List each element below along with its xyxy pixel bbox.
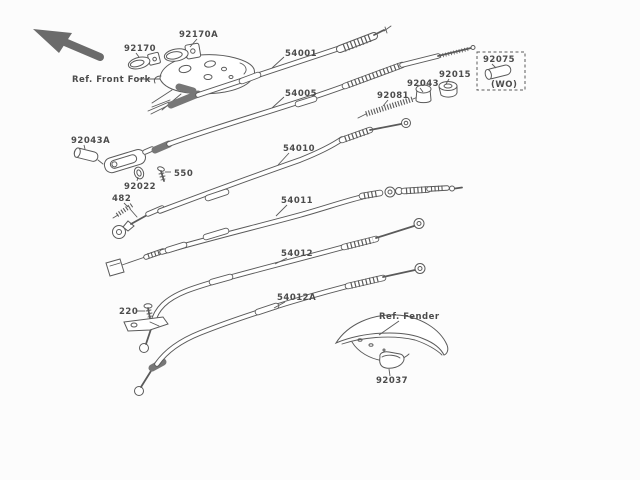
part-label-550: 550: [174, 169, 194, 179]
pin-92043a: [73, 147, 103, 164]
part-label-92043: 92043: [407, 79, 440, 89]
part-label-92015: 92015: [439, 70, 472, 80]
part-label-54012a: 54012A: [277, 293, 317, 303]
ref-fender-label: Ref. Fender: [379, 312, 440, 322]
part-label-92043a: 92043A: [71, 136, 111, 146]
part-label-482: 482: [112, 194, 132, 204]
part-label-54011: 54011: [281, 196, 314, 206]
part-label-92081: 92081: [377, 91, 410, 101]
spring-482: [113, 205, 137, 218]
part-label-54005: 54005: [285, 89, 318, 99]
clamp-92037: [380, 352, 404, 369]
ring-92022: [133, 166, 146, 180]
ref-front-fork-label: Ref. Front Fork: [72, 75, 151, 85]
part-label-92037: 92037: [376, 376, 409, 386]
nut-92015: [439, 82, 457, 98]
part-label-92170a: 92170A: [179, 30, 219, 40]
direction-arrow-icon: [33, 29, 100, 57]
part-label-92075: 92075: [483, 55, 516, 65]
cable-guide-bracket: [124, 317, 168, 331]
part-label-54010: 54010: [283, 144, 316, 154]
cable-54010: [113, 119, 411, 239]
part-label-92022: 92022: [124, 182, 157, 192]
part-label-92170: 92170: [124, 44, 157, 54]
screw-220: [144, 304, 152, 318]
screw-550: [157, 166, 165, 181]
part-label-54001: 54001: [285, 49, 318, 59]
part-label-54012: 54012: [281, 249, 314, 259]
clamp-92170: [127, 52, 161, 71]
part-label-92075-note: (WO): [491, 80, 518, 90]
part-label-220: 220: [119, 307, 139, 317]
